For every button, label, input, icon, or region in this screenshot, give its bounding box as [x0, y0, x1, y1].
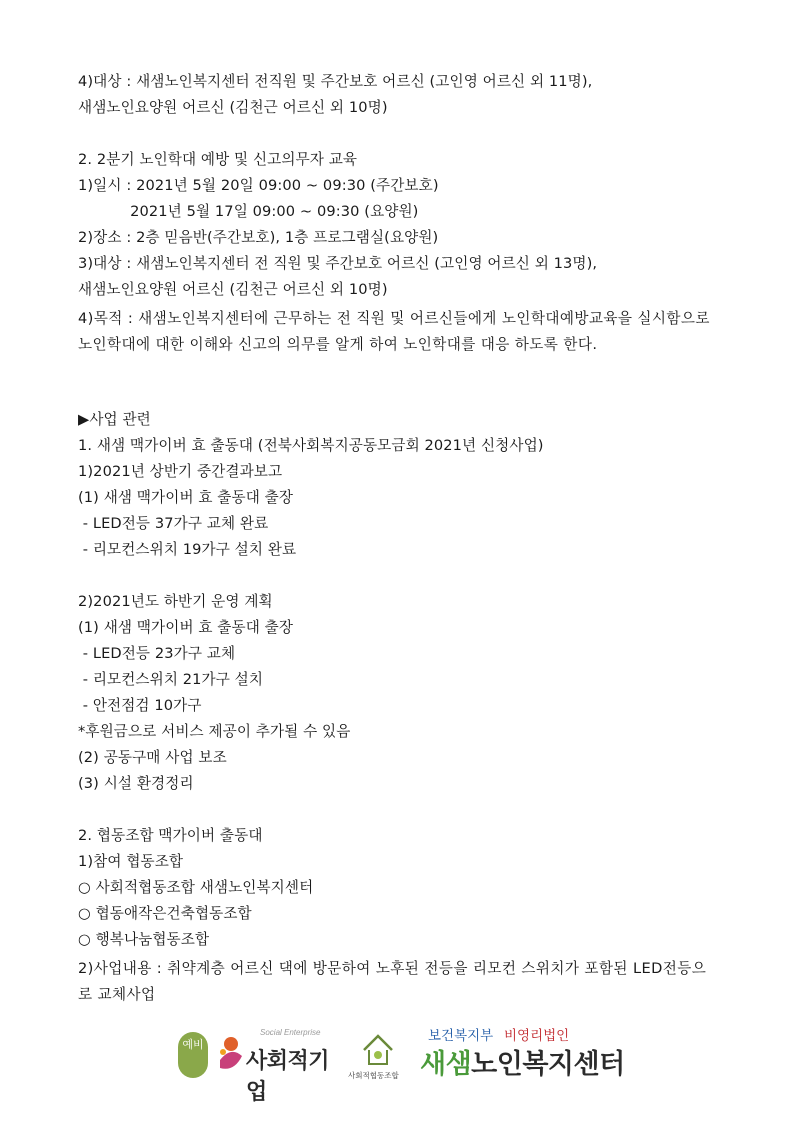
text-line: 2021년 5월 17일 09:00 ~ 09:30 (요양원) — [78, 203, 419, 220]
text-line: (1) 새샘 맥가이버 효 출동대 출장 — [78, 619, 294, 636]
text-line: 2)2021년도 하반기 운영 계획 — [78, 593, 273, 610]
ebi-badge-logo: 예비 — [178, 1032, 208, 1078]
social-enterprise-logo — [214, 1024, 344, 1105]
text-line: (1) 새샘 맥가이버 효 출동대 출장 — [78, 489, 294, 506]
text-line: (2) 공동구매 사업 보조 — [78, 749, 227, 766]
footer-logos — [0, 1010, 793, 1105]
text-line: 2)장소 : 2층 믿음반(주간보호), 1층 프로그램실(요양원) — [78, 229, 439, 246]
list-item: - 리모컨스위치 19가구 설치 완료 — [78, 541, 297, 558]
list-item: ○ 협동애작은건축협동조합 — [78, 905, 252, 922]
section-heading: 2. 협동조합 맥가이버 출동대 — [78, 827, 263, 844]
ministry-label: 보건복지부 — [428, 1028, 494, 1044]
coop-house-icon — [358, 1028, 398, 1068]
list-item: ○ 사회적협동조합 새샘노인복지센터 — [78, 879, 314, 896]
list-item: - LED전등 23가구 교체 — [78, 645, 236, 662]
center-name — [420, 1042, 625, 1081]
nonprofit-label: 비영리법인 — [504, 1028, 570, 1044]
text-line: (3) 시설 환경정리 — [78, 775, 194, 792]
text-line: 3)대상 : 새샘노인복지센터 전 직원 및 주간보호 어르신 (고인영 어르신 외 13명), — [78, 255, 598, 272]
text-paragraph: 4)목적 : 새샘노인복지센터에 근무하는 전 직원 및 어르신들에게 노인학대예방교육을 실시함으로 노인학대에 대한 이해와 신고의 의무를 알게 하여 노인학대를 대응 하도록 한다. — [78, 310, 710, 353]
text-line: 4)대상 : 새샘노인복지센터 전직원 및 주간보호 어르신 (고인영 어르신 외 11명), — [78, 73, 593, 90]
section-heading: 2. 2분기 노인학대 예방 및 신고의무자 교육 — [78, 151, 358, 168]
coop-logo-label: 사회적협동조합 — [348, 1071, 399, 1080]
social-coop-logo — [348, 1026, 412, 1086]
note-line: *후원금으로 서비스 제공이 추가될 수 있음 — [78, 723, 351, 740]
text-line: 1)일시 : 2021년 5월 20일 09:00 ~ 09:30 (주간보호) — [78, 177, 439, 194]
social-enterprise-emblem-icon — [214, 1032, 248, 1076]
section-heading: ▶사업 관련 — [78, 411, 151, 428]
text-line: 1)참여 협동조합 — [78, 853, 184, 870]
list-item: - 안전점검 10가구 — [78, 697, 202, 714]
text-line: 새샘노인요양원 어르신 (김천근 어르신 외 10명) — [78, 99, 388, 116]
center-name-part-a: 새샘 — [420, 1049, 472, 1080]
social-enterprise-subtitle: Social Enterprise — [260, 1028, 321, 1037]
text-line: 1)2021년 상반기 중간결과보고 — [78, 463, 283, 480]
social-enterprise-title: 사회적기업 — [246, 1049, 330, 1105]
list-item: - 리모컨스위치 21가구 설치 — [78, 671, 264, 688]
text-line: 1. 새샘 맥가이버 효 출동대 (전북사회복지공동모금회 2021년 신청사업) — [78, 437, 544, 454]
text-line: 새샘노인요양원 어르신 (김천근 어르신 외 10명) — [78, 281, 388, 298]
center-logo — [420, 1020, 640, 1084]
text-paragraph: 2)사업내용 : 취약계층 어르신 댁에 방문하여 노후된 전등을 리모컨 스위치가 포함된 LED전등으로 교체사업 — [78, 960, 707, 1003]
center-name-part-b: 노인복지센터 — [471, 1049, 625, 1080]
list-item: ○ 행복나눔협동조합 — [78, 931, 210, 948]
list-item: - LED전등 37가구 교체 완료 — [78, 515, 269, 532]
